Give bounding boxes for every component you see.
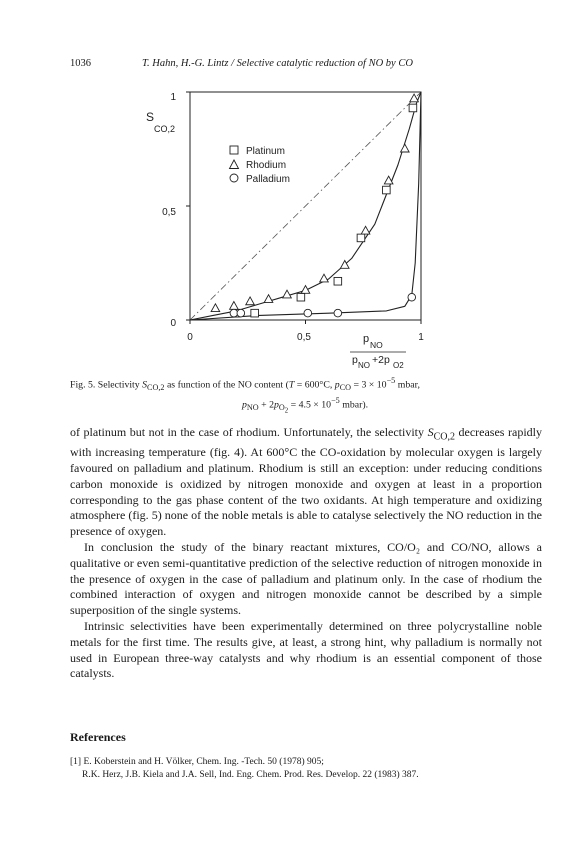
- platinum-point: [334, 277, 342, 285]
- references-heading: References: [70, 730, 126, 744]
- palladium-point: [237, 309, 245, 317]
- x-tick-label: 0: [187, 332, 193, 343]
- circle-icon: [230, 174, 238, 182]
- caption-text: Selectivity: [97, 379, 140, 391]
- caption-sup: −5: [331, 396, 340, 406]
- caption-fig-number: Fig. 5.: [70, 379, 96, 391]
- paragraph: In conclusion the study of the binary reactant mixtures, CO/O₂ and CO/NO, allows a qualitative or even semi-quantitative prediction of the selective reduction of nitrogen monoxide in the presence of oxygen in the case of palladium and platinum only. In the case of rhodium the combined interaction of oxygen and nitrogen monoxide cannot be described by a simple superposition of the single systems.: [70, 539, 542, 618]
- palladium-point: [408, 293, 416, 301]
- platinum-point: [251, 309, 259, 317]
- caption-text: = 4.5 × 10: [288, 399, 332, 411]
- y-tick-label: 0: [170, 318, 176, 329]
- paragraph-text: decreases rapidly with increasing temperature (fig. 4). At 600°C the CO-oxidation by molecular oxygen is largely favoured on palladium and platinum. Rhodium is still an exception: under reducing conditions carbon monoxide is oxidized by nitrogen monoxide and oxygen at least in a proportion corresponding to the gas phase content of the two oxidants. At high temperature and oxidizing atmosphere (fig. 5) none of the noble metals is able to catalyse selectively the NO reduction in the presence of oxygen.: [70, 425, 542, 539]
- rhodium-point: [211, 304, 220, 312]
- selectivity-figure: [0, 0, 576, 380]
- caption-italic: T: [288, 379, 295, 391]
- rhodium-point: [361, 226, 370, 234]
- legend-label-platinum: Platinum: [246, 146, 285, 157]
- platinum-point: [297, 293, 305, 301]
- triangle-icon: [230, 160, 239, 169]
- data-points: [211, 94, 418, 317]
- palladium-point: [304, 309, 312, 317]
- rhodium-point: [401, 144, 410, 152]
- x-label-numerator-p: p: [363, 333, 370, 345]
- x-label-den-sub2: O2: [393, 361, 404, 370]
- figure-caption: Fig. 5. Selectivity $S_{CO,2}$ as function of the NO content (T = 600°C, $p_{CO} = 3 \times 10^{-5}$ mbar, $p_{NO} + 2p_{O_2} = 4.5 \times 10^{-5}$ mbar).: [70, 376, 420, 416]
- caption-text: as function of the NO content (: [166, 379, 289, 391]
- caption-sub: NO: [246, 403, 259, 413]
- caption-text: mbar).: [339, 399, 369, 411]
- reference-item: R.K. Herz, J.B. Kiela and J.A. Sell, Ind. Eng. Chem. Prod. Res. Develop. 22 (1983) 387.: [82, 770, 419, 780]
- rhodium-point: [246, 297, 255, 305]
- platinum-point: [383, 186, 391, 194]
- palladium-point: [334, 309, 342, 317]
- caption-sub: CO,2: [147, 383, 165, 393]
- y-axis-label: S: [146, 110, 155, 124]
- x-label-numerator-sub: NO: [370, 340, 383, 350]
- rhodium-point: [230, 302, 239, 310]
- rhodium-point: [320, 274, 329, 282]
- x-tick-label: 0,5: [297, 332, 311, 343]
- y-tick-label: 1: [170, 92, 176, 103]
- paragraph: Intrinsic selectivities have been experimentally determined on three polycrystalline noble metals for the first time. The results give, at least, a strong hint, why palladium is normally not used in European three-way catalysts and why rhodium is an essential component of those catalysts.: [70, 618, 542, 681]
- legend-label-rhodium: Rhodium: [246, 160, 287, 171]
- caption-sub: O: [278, 403, 285, 413]
- caption-sub2: 2: [284, 408, 289, 416]
- platinum-point: [357, 234, 365, 242]
- legend: [230, 146, 290, 185]
- caption-text: + 2: [258, 399, 274, 411]
- x-label-den-sub: NO: [358, 361, 370, 370]
- x-label-den-mid: +2p: [372, 354, 390, 366]
- body-text: [70, 425, 542, 682]
- caption-text: mbar,: [395, 379, 420, 391]
- running-title: T. Hahn, H.-G. Lintz / Selective catalytic reduction of NO by CO: [142, 58, 413, 69]
- y-axis-label-subscript: CO,2: [154, 124, 176, 134]
- paragraph-sub: CO,2: [433, 431, 455, 443]
- caption-text: = 600°C,: [294, 379, 333, 391]
- rhodium-point: [264, 295, 273, 303]
- page-number: 1036: [70, 58, 91, 69]
- x-tick-label: 1: [418, 332, 424, 343]
- paragraph: [70, 425, 542, 540]
- reference-item: [1] E. Koberstein and H. Völker, Chem. Ing. -Tech. 50 (1978) 905;: [70, 757, 324, 767]
- y-tick-label: 0,5: [162, 207, 176, 218]
- caption-sup: −5: [386, 376, 396, 385]
- palladium-point: [230, 309, 238, 317]
- caption-text: = 3 × 10: [351, 379, 387, 391]
- references-list: [70, 756, 540, 782]
- platinum-point: [409, 104, 417, 112]
- caption-sub: CO: [339, 383, 352, 393]
- rhodium-point: [283, 290, 292, 298]
- paragraph-text: of platinum but not in the case of rhodium. Unfortunately, the selectivity: [70, 425, 428, 439]
- x-label-den-p: p: [352, 354, 358, 366]
- rhodium-point: [410, 94, 419, 102]
- square-icon: [230, 146, 238, 154]
- legend-label-palladium: Palladium: [246, 174, 290, 185]
- paragraph-italic: S: [427, 425, 434, 439]
